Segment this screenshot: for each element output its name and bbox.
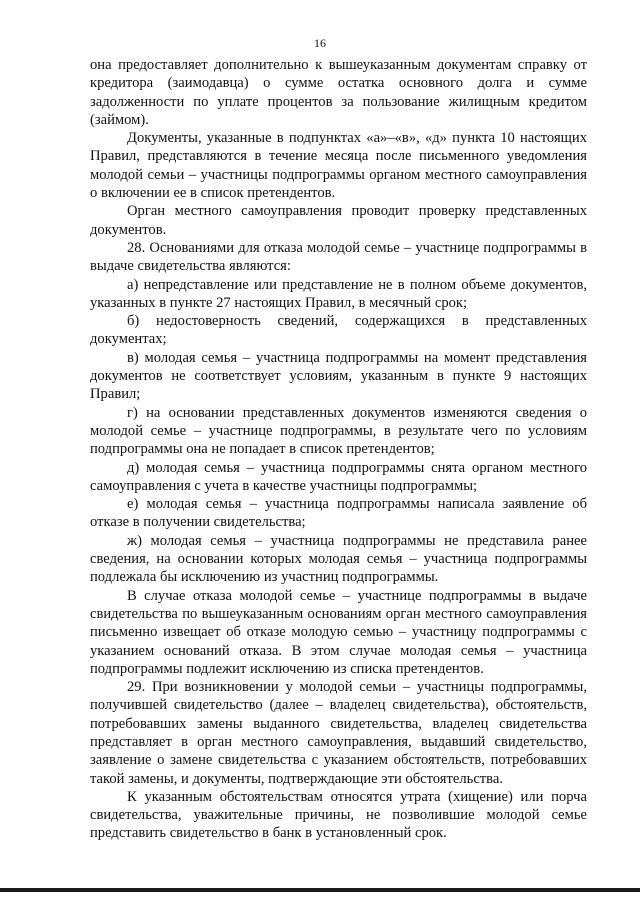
page-number: 16 xyxy=(314,36,326,50)
paragraph-clause-29: 29. При возникновении у молодой семьи – участницы подпрограммы, получившей свидетельство (далее – владелец свидетельства), обстоятельств, потребовавших замены выданного свидетельства, владелец свидетельства представляет в орган местного самоуправления, выдавший свидетельство, заявление о замене свидетельства с указанием обстоятельств, потребовавших такой замены, и документы, подтверждающие эти обстоятельства. xyxy=(90,679,587,787)
paragraph-documents-deadline: Документы, указанные в подпунктах «а»–«в», «д» пункта 10 настоящих Правил, представляются в течение месяца после письменного уведомления молодой семьи – участницы подпрограммы органом местного самоуправления о включении ее в список претендентов. xyxy=(90,130,587,202)
list-item-g: г) на основании представленных документов изменяются сведения о молодой семье – участнице подпрограммы, в результате чего по условиям подпрограммы она не попадает в список претендентов; xyxy=(90,404,587,458)
paragraph-circumstances: К указанным обстоятельствам относятся утрата (хищение) или порча свидетельства, уважительные причины, не позволившие молодой семье представить свидетельство в банк в установленный срок. xyxy=(90,788,587,842)
list-item-e: е) молодая семья – участница подпрограммы написала заявление об отказе в получении свидетельства; xyxy=(90,496,587,531)
paragraph-clause-28: 28. Основаниями для отказа молодой семье – участнице подпрограммы в выдаче свидетельства являются: xyxy=(90,239,587,275)
paragraph-verification: Орган местного самоуправления проводит проверку представленных документов. xyxy=(90,203,587,238)
paragraph-refusal: В случае отказа молодой семье – участнице подпрограммы в выдаче свидетельства по вышеуказанным основаниям орган местного самоуправления письменно извещает об отказе молодую семью – участницу подпрограммы с указанием оснований отказа. В этом случае молодая семья – участница подпрограммы подлежит исключению из списка претендентов. xyxy=(90,587,587,677)
list-item-b: б) недостоверность сведений, содержащихся в представленных документах; xyxy=(90,313,587,348)
list-item-a: а) непредставление или представление не в полном объеме документов, указанных в пункте 27 настоящих Правил, в месячный срок; xyxy=(90,276,587,311)
paragraph-continuation: она предоставляет дополнительно к вышеуказанным документам справку от кредитора (заимодавца) о сумме остатка основного долга и сумме задолженности по уплате процентов за пользование жилищным кредитом (займом). xyxy=(90,57,587,128)
document-body xyxy=(90,56,587,843)
page-bottom-border xyxy=(0,888,640,892)
list-item-zh: ж) молодая семья – участница подпрограммы не представила ранее сведения, на основании которых молодая семья – участница подпрограммы подлежала бы исключению из участниц подпрограммы. xyxy=(90,532,587,586)
list-item-v: в) молодая семья – участница подпрограммы на момент представления документов не соответствует условиям, указанным в пункте 9 настоящих Правил; xyxy=(90,349,587,403)
list-item-d: д) молодая семья – участница подпрограммы снята органом местного самоуправления с учета в качестве участницы подпрограммы; xyxy=(90,459,587,494)
